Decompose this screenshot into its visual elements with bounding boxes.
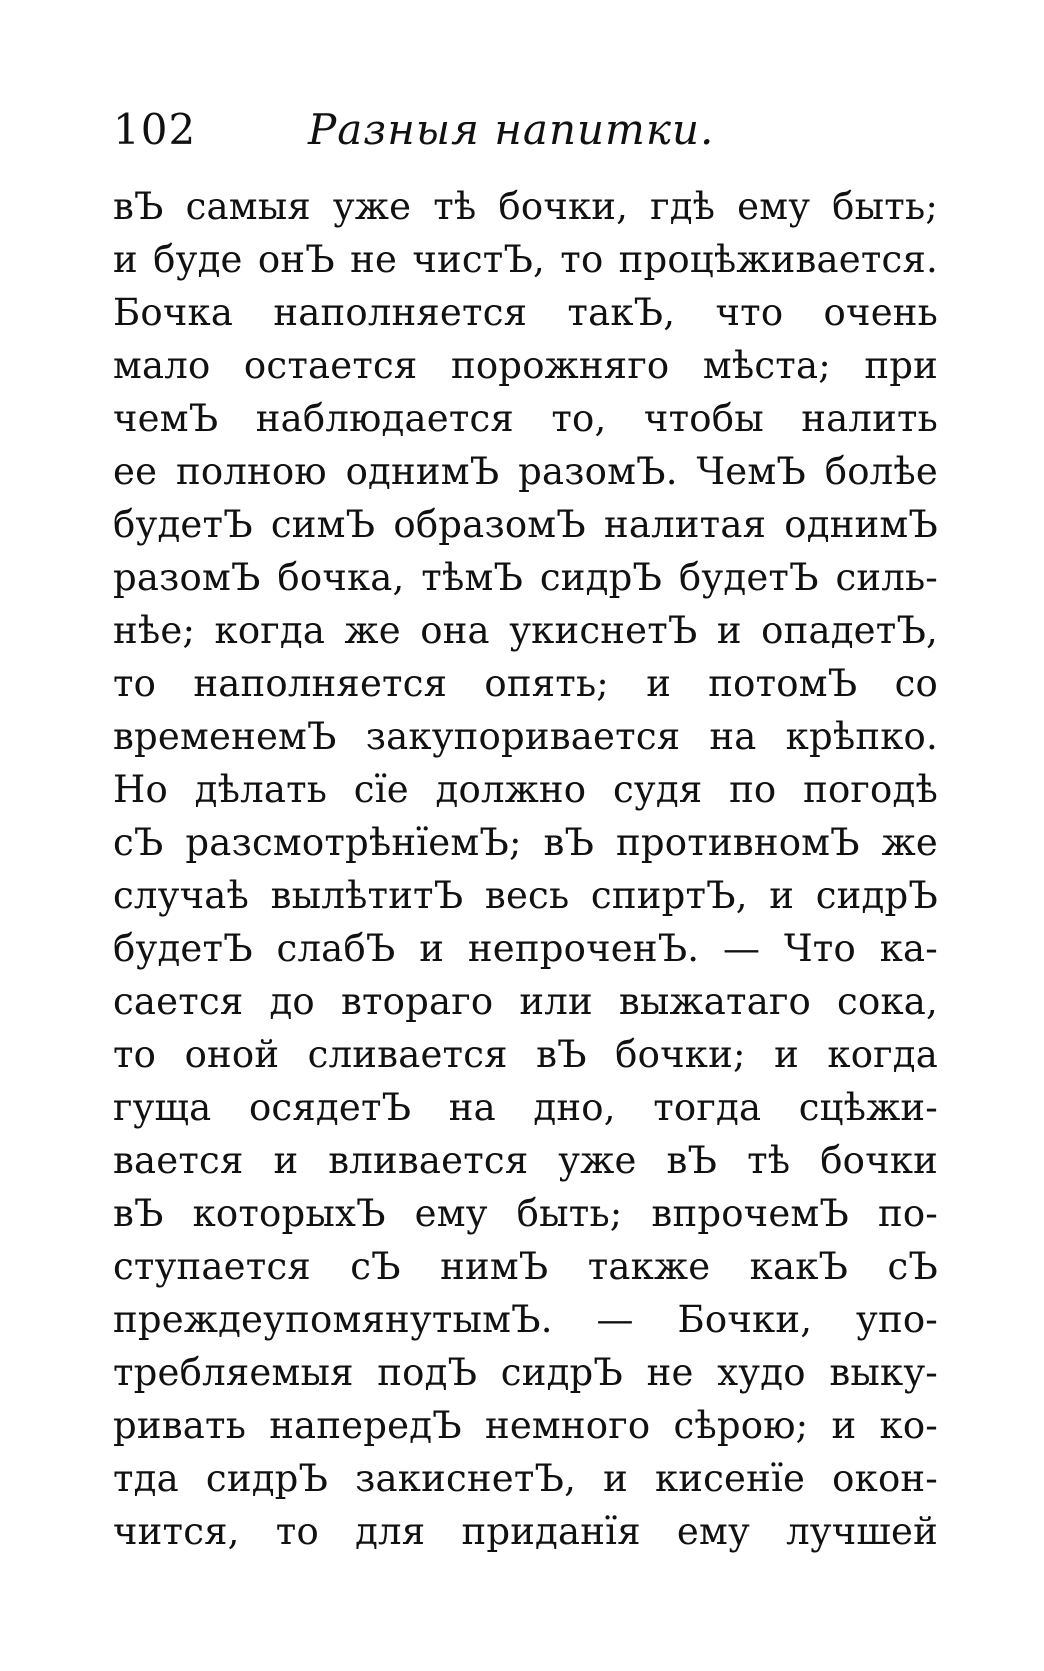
text-line: мало остается порожняго мѣста; при [113,344,938,387]
text-line: то оной сливается вЪ бочки; и когда [113,1033,938,1076]
body-text [113,180,938,1558]
text-line: гуща осядетЪ на дно, тогда сцѣжи- [113,1086,938,1129]
text-line: случаѣ вылѣтитЪ весь спиртЪ, и сидрЪ [113,874,938,917]
text-line: тда сидрЪ закиснетЪ, и кисенїе окон- [113,1457,938,1500]
page-number: 102 [113,105,197,154]
text-line: временемЪ закупоривается на крѣпко. [113,715,938,758]
running-title: Разныя напитки. [308,105,715,154]
text-line: вается и вливается уже вЪ тѣ бочки [113,1139,938,1182]
text-line: то наполняется опять; и потомЪ со [113,662,938,705]
text-line: чится, то для приданїя ему лучшей [113,1510,938,1553]
text-line: вЪ которыхЪ ему быть; впрочемЪ по- [113,1192,938,1235]
text-line: Но дѣлать сїе должно судя по погодѣ [113,768,938,811]
text-line: требляемыя подЪ сидрЪ не худо выку- [113,1351,938,1394]
text-line: будетЪ симЪ образомЪ налитая однимЪ [113,503,938,546]
text-line: ее полною однимЪ разомЪ. ЧемЪ болѣе [113,450,938,493]
text-line: преждеупомянутымЪ. — Бочки, упо- [113,1298,938,1341]
page-header [113,100,943,160]
text-line: сЪ разсмотрѣнїемЪ; вЪ противномЪ же [113,821,938,864]
text-line: чемЪ наблюдается то, чтобы налить [113,397,938,440]
text-line: будетЪ слабЪ и непроченЪ. — Что ка- [113,927,938,970]
text-line: и буде онЪ не чистЪ, то процѣживается. [113,238,938,281]
text-line: разомЪ бочка, тѣмЪ сидрЪ будетЪ силь- [113,556,938,599]
text-line: вЪ самыя уже тѣ бочки, гдѣ ему быть; [113,185,938,228]
text-line: ступается сЪ нимЪ также какЪ сЪ [113,1245,938,1288]
text-line: Бочка наполняется такЪ, что очень [113,291,938,334]
text-line: нѣе; когда же она укиснетЪ и опадетЪ, [113,609,938,652]
text-line: ривать напередЪ немного сѣрою; и ко- [113,1404,938,1447]
text-line: сается до втораго или выжатаго сока, [113,980,938,1023]
